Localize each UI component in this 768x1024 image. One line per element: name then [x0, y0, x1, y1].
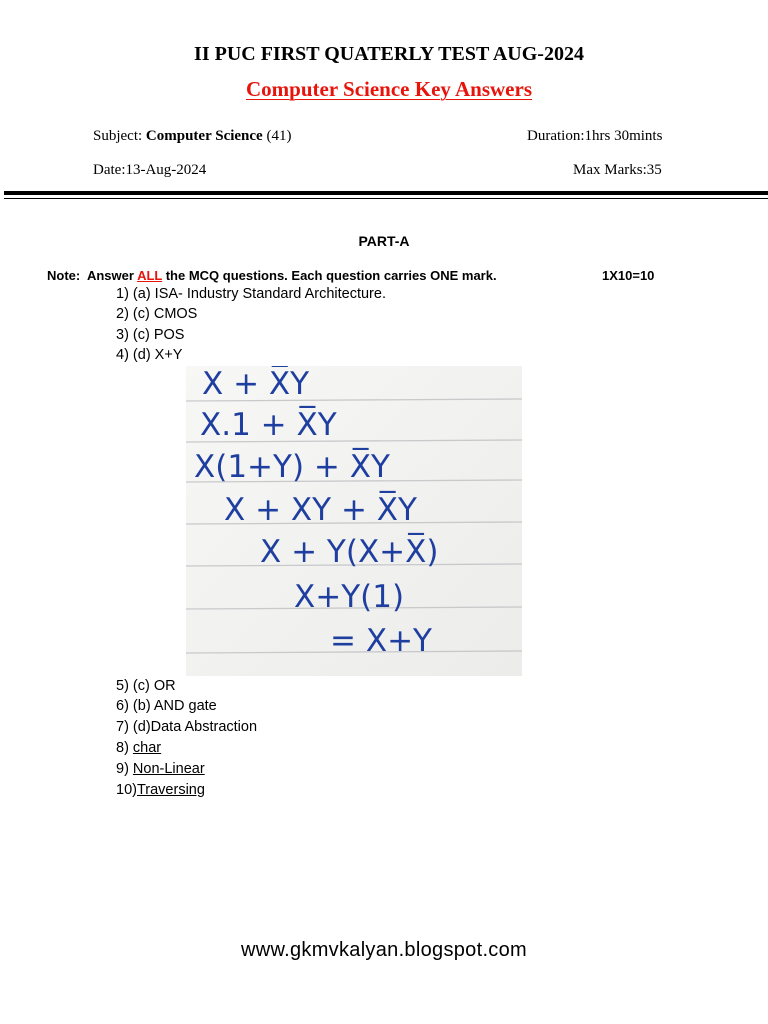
answer-number: 7) — [116, 719, 133, 735]
page-subtitle: Computer Science Key Answers — [246, 77, 532, 101]
answer-6 — [116, 698, 217, 714]
answer-text: (b) AND gate — [132, 698, 217, 714]
part-a-heading: PART-A — [358, 233, 410, 249]
part-a-note — [47, 268, 655, 283]
answer-text: char — [132, 740, 162, 756]
answer-text: (d) X+Y — [132, 347, 183, 363]
handwritten-working-photo — [186, 366, 522, 676]
exam-date: Date:13-Aug-2024 — [93, 162, 207, 178]
header-divider — [4, 191, 768, 195]
note-all: ALL — [137, 268, 163, 283]
answer-number: 9) — [116, 761, 133, 777]
answer-text: Traversing — [136, 782, 205, 798]
part-a-marks: 1X10=10 — [602, 268, 655, 283]
note-prefix: Note: Answer — [47, 268, 138, 283]
handwritten-step-5: X + Y(X+X̅) — [260, 534, 439, 570]
answer-9 — [116, 761, 205, 777]
answer-5 — [116, 678, 176, 694]
answer-number: 3) — [116, 327, 133, 343]
answer-text: (c) OR — [132, 678, 176, 694]
answer-text: (a) ISA- Industry Standard Architecture. — [132, 286, 386, 302]
answer-number: 2) — [116, 306, 133, 322]
answer-text: (d)Data Abstraction — [132, 719, 258, 735]
answer-text: (c) CMOS — [132, 306, 198, 322]
handwritten-step-1: X + X̅Y — [202, 366, 310, 402]
answer-text: Non-Linear — [132, 761, 205, 777]
answer-1 — [116, 286, 386, 302]
answer-number: 4) — [116, 347, 133, 363]
answer-text: (c) POS — [132, 327, 185, 343]
handwritten-step-3: X(1+Y) + X̅Y — [194, 449, 390, 485]
answer-number: 5) — [116, 678, 133, 694]
subject-line — [93, 128, 291, 145]
subject-prefix: Subject: — [93, 128, 146, 144]
footer-url: www.gkmvkalyan.blogspot.com — [241, 939, 527, 961]
subject-name: Computer Science — [145, 128, 263, 144]
answer-number: 1) — [116, 286, 133, 302]
answer-3 — [116, 327, 184, 343]
handwritten-step-2: X.1 + X̅Y — [200, 407, 337, 443]
answer-number: 10) — [116, 782, 137, 798]
answer-8 — [116, 740, 161, 756]
answer-number: 8) — [116, 740, 133, 756]
subject-code: (41) — [262, 128, 292, 144]
answer-10 — [116, 782, 205, 798]
handwritten-step-4: X + XY + X̅Y — [224, 492, 417, 528]
answer-7 — [116, 719, 257, 735]
max-marks: Max Marks:35 — [573, 162, 662, 178]
answer-2 — [116, 306, 197, 322]
note-suffix: the MCQ questions. Each question carries ONE mark. — [162, 268, 497, 283]
header-divider-thin — [4, 198, 768, 199]
handwritten-step-7: = X+Y — [330, 623, 432, 659]
answer-4 — [116, 347, 182, 363]
duration: Duration:1hrs 30mints — [527, 128, 663, 144]
handwritten-step-6: X+Y(1) — [294, 579, 405, 615]
answer-number: 6) — [116, 698, 133, 714]
page-title: II PUC FIRST QUATERLY TEST AUG-2024 — [194, 43, 584, 65]
